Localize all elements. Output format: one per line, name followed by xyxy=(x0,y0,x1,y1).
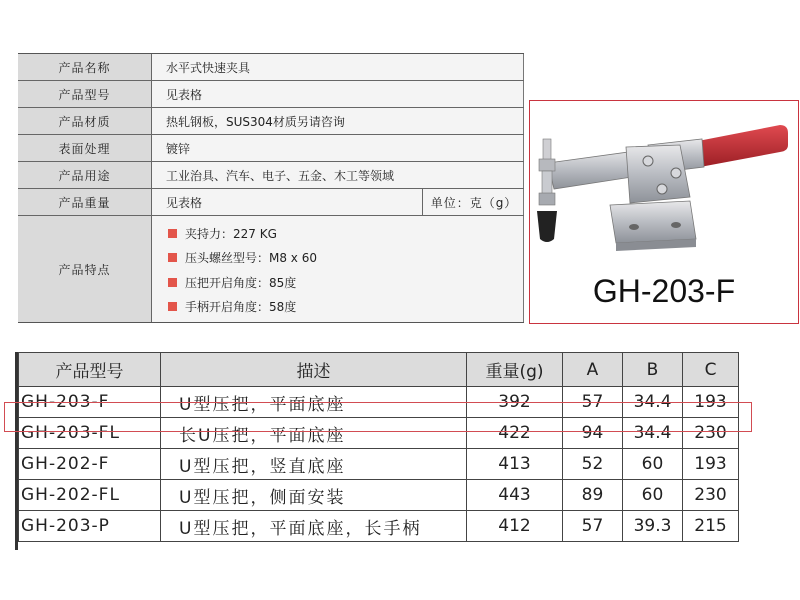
spec-value: 热轧钢板，SUS304材质另请咨询 xyxy=(166,114,345,129)
spec-label: 产品型号 xyxy=(18,81,152,107)
cell-model: GH-202-FL xyxy=(19,480,161,511)
bullet-square-icon xyxy=(168,278,177,287)
product-photo-box xyxy=(529,100,799,324)
cell-a: 57 xyxy=(563,387,623,418)
spec-value: 见表格 xyxy=(166,195,203,210)
bullet-square-icon xyxy=(168,302,177,311)
feature-item: 压把开启角度：85度 xyxy=(168,270,317,295)
cell-weight: 422 xyxy=(467,418,563,449)
spec-table xyxy=(18,53,524,323)
header-weight: 重量(g) xyxy=(467,353,563,387)
cell-weight: 392 xyxy=(467,387,563,418)
cell-description: U型压把，侧面安装 xyxy=(161,480,467,511)
cell-model: GH-203-F xyxy=(19,387,161,418)
spec-row-usage xyxy=(18,162,524,189)
cell-c: 193 xyxy=(683,387,739,418)
cell-description: U型压把，平面底座 xyxy=(161,387,467,418)
header-description: 描述 xyxy=(161,353,467,387)
cell-a: 89 xyxy=(563,480,623,511)
model-table xyxy=(15,352,738,550)
spec-value: 工业治具、汽车、电子、五金、木工等领域 xyxy=(166,168,395,183)
header-model: 产品型号 xyxy=(19,353,161,387)
table-row xyxy=(19,511,739,542)
cell-b: 39.3 xyxy=(623,511,683,542)
header-c: C xyxy=(683,353,739,387)
cell-description: U型压把，竖直底座 xyxy=(161,449,467,480)
header-b: B xyxy=(623,353,683,387)
cell-description: 长U压把，平面底座 xyxy=(161,418,467,449)
spec-label: 产品材质 xyxy=(18,108,152,134)
header-a: A xyxy=(563,353,623,387)
bullet-square-icon xyxy=(168,229,177,238)
feature-item: 压头螺丝型号：M8 x 60 xyxy=(168,246,317,271)
cell-b: 34.4 xyxy=(623,418,683,449)
cell-c: 230 xyxy=(683,418,739,449)
spec-label: 表面处理 xyxy=(18,135,152,161)
cell-model: GH-203-P xyxy=(19,511,161,542)
spec-row-surface xyxy=(18,135,524,162)
feature-item: 夹持力：227 KG xyxy=(168,221,317,246)
model-caption: GH-203-F xyxy=(592,273,736,309)
spec-value: 水平式快速夹具 xyxy=(166,60,251,75)
cell-model: GH-203-FL xyxy=(19,418,161,449)
spec-row-name xyxy=(18,54,524,81)
cell-weight: 443 xyxy=(467,480,563,511)
table-header-row xyxy=(19,353,739,387)
spec-row-model xyxy=(18,81,524,108)
cell-b: 34.4 xyxy=(623,387,683,418)
table-row xyxy=(19,449,739,480)
spec-row-weight xyxy=(18,189,524,216)
table-row xyxy=(19,480,739,511)
cell-weight: 412 xyxy=(467,511,563,542)
cell-description: U型压把，平面底座，长手柄 xyxy=(161,511,467,542)
spec-value: 见表格 xyxy=(166,87,203,102)
cell-weight: 413 xyxy=(467,449,563,480)
spec-value: 镀锌 xyxy=(166,141,191,156)
cell-c: 193 xyxy=(683,449,739,480)
cell-b: 60 xyxy=(623,449,683,480)
cell-c: 230 xyxy=(683,480,739,511)
spec-label: 产品特点 xyxy=(18,216,152,322)
spec-label: 产品重量 xyxy=(18,189,152,215)
spec-row-features xyxy=(18,216,524,322)
bullet-square-icon xyxy=(168,253,177,262)
cell-a: 94 xyxy=(563,418,623,449)
spec-unit: 单位：克（g） xyxy=(422,189,525,215)
feature-list xyxy=(168,221,317,319)
row-highlight-frame xyxy=(4,402,752,432)
cell-a: 52 xyxy=(563,449,623,480)
feature-item: 手柄开启角度：58度 xyxy=(168,295,317,320)
spec-row-material xyxy=(18,108,524,135)
cell-a: 57 xyxy=(563,511,623,542)
spec-label: 产品用途 xyxy=(18,162,152,188)
cell-model: GH-202-F xyxy=(19,449,161,480)
spec-label: 产品名称 xyxy=(18,54,152,80)
cell-c: 215 xyxy=(683,511,739,542)
cell-b: 60 xyxy=(623,480,683,511)
